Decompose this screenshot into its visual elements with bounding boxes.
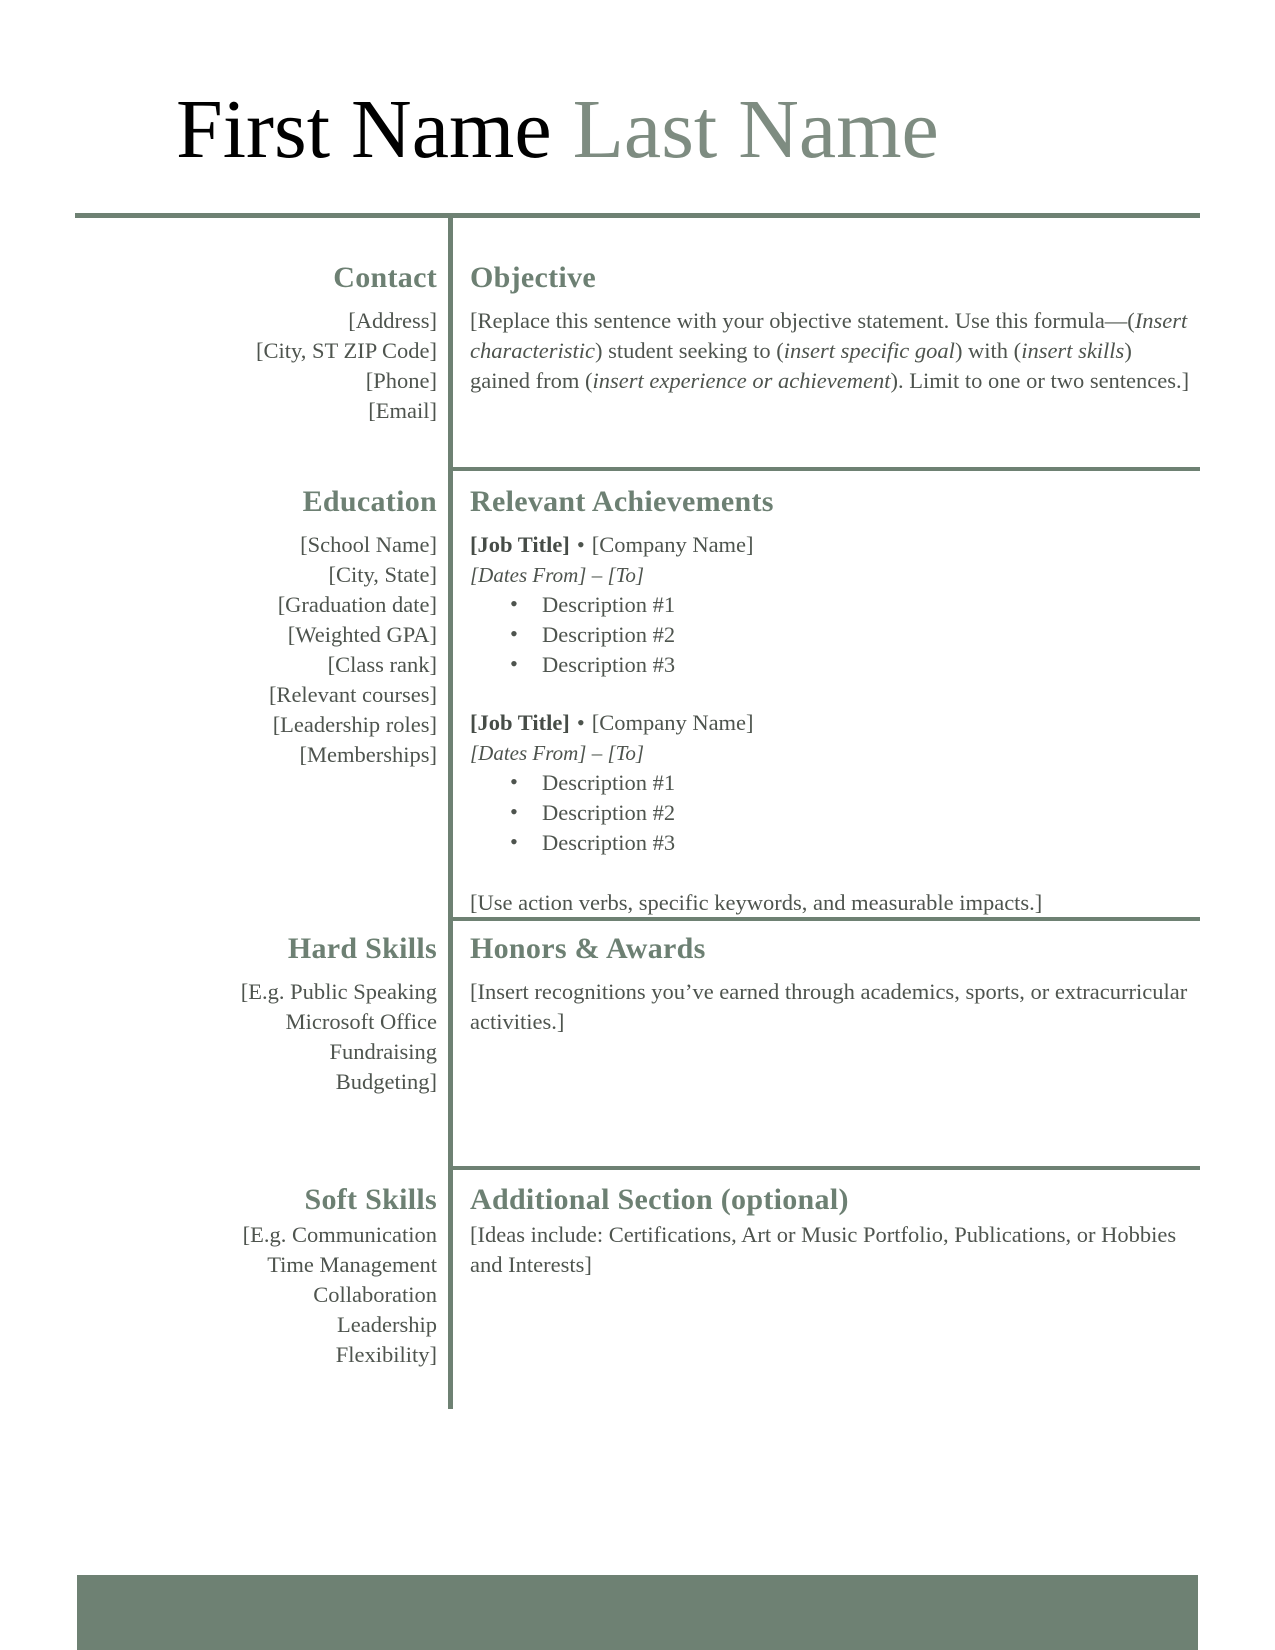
job-bullet-text: Description #2 [542, 800, 676, 825]
section-additional [470, 1180, 1197, 1280]
honors-body: [Insert recognitions you’ve earned through academics, sports, or extracurricular activities.] [470, 979, 1188, 1034]
education-item-gpa: [Weighted GPA] [287, 622, 437, 647]
education-item-city: [City, State] [328, 562, 437, 587]
job-bullet-text: Description #3 [542, 652, 676, 677]
job-bullet [470, 590, 1197, 620]
objective-segment-italic: insert skills [1021, 338, 1125, 363]
honors-heading: Honors & Awards [470, 932, 706, 965]
objective-heading: Objective [470, 261, 596, 294]
contact-item-address: [Address] [348, 308, 437, 333]
job-entry [470, 708, 1197, 858]
achievements-note: [Use action verbs, specific keywords, and measurable impacts.] [470, 890, 1043, 915]
bullet-dot-icon: • [510, 651, 518, 676]
soft-skill-item: Flexibility] [335, 1342, 437, 1367]
bullet-dot-icon: • [510, 769, 518, 794]
section-rule-additional [448, 1166, 1200, 1170]
hard-skill-item: [E.g. Public Speaking [240, 979, 437, 1004]
job-dates: [Dates From] – [To] [470, 563, 645, 587]
contact-item-city: [City, ST ZIP Code] [255, 338, 437, 363]
job-bullet [470, 828, 1197, 858]
education-item-rank: [Class rank] [327, 652, 437, 677]
section-objective [470, 258, 1197, 396]
footer-bar [77, 1575, 1198, 1650]
education-item-graduation: [Graduation date] [277, 592, 437, 617]
objective-segment: ). Limit to one or two sentences.] [890, 368, 1190, 393]
contact-item-email: [Email] [368, 398, 437, 423]
contact-heading: Contact [333, 261, 437, 294]
soft-skill-item: Leadership [337, 1312, 437, 1337]
objective-text [470, 306, 1197, 396]
job-company: [Company Name] [591, 532, 754, 557]
job-title-line [470, 708, 1197, 738]
objective-segment-italic: insert specific goal [783, 338, 955, 363]
hard-skills-heading: Hard Skills [287, 932, 437, 965]
hard-skill-item: Fundraising [329, 1039, 437, 1064]
job-bullet [470, 768, 1197, 798]
header-rule [75, 213, 1200, 218]
job-dates: [Dates From] – [To] [470, 741, 645, 765]
job-bullet-text: Description #1 [542, 592, 676, 617]
soft-skills-heading: Soft Skills [304, 1183, 437, 1216]
bullet-dot-icon: • [510, 591, 518, 616]
section-honors [470, 929, 1197, 1037]
additional-heading: Additional Section (optional) [470, 1183, 849, 1216]
job-title-line [470, 530, 1197, 560]
job-bullet-text: Description #3 [542, 830, 676, 855]
job-title: [Job Title] [470, 710, 570, 735]
job-bullet [470, 798, 1197, 828]
objective-segment: ) with ( [954, 338, 1022, 363]
job-bullet-text: Description #2 [542, 622, 676, 647]
objective-segment: ) gained from ( [470, 338, 1132, 393]
achievements-heading: Relevant Achievements [470, 485, 774, 518]
bullet-dot-icon: • [510, 799, 518, 824]
objective-segment: ) student seeking to ( [594, 338, 784, 363]
hard-skill-item: Microsoft Office [285, 1009, 437, 1034]
job-company: [Company Name] [591, 710, 754, 735]
objective-segment-italic: Insert characteristic [470, 308, 1188, 363]
first-name-text: First Name [176, 83, 552, 176]
education-heading: Education [302, 485, 437, 518]
bullet-dot-icon: • [510, 621, 518, 646]
objective-segment: [Replace this sentence with your objective statement. Use this formula—( [470, 308, 1135, 333]
education-item-memberships: [Memberships] [299, 742, 437, 767]
last-name-text: Last Name [572, 83, 939, 176]
job-bullet [470, 650, 1197, 680]
education-item-courses: [Relevant courses] [268, 682, 437, 707]
bullet-dot-icon: • [510, 829, 518, 854]
column-divider [448, 216, 453, 1409]
soft-skill-item: [E.g. Communication [242, 1222, 437, 1247]
objective-segment-italic: insert experience or achievement [592, 368, 891, 393]
contact-item-phone: [Phone] [365, 368, 437, 393]
section-soft-skills [0, 1180, 437, 1370]
job-title: [Job Title] [470, 532, 570, 557]
education-item-school: [School Name] [300, 532, 437, 557]
soft-skill-item: Time Management [267, 1252, 437, 1277]
section-rule-achievements [448, 467, 1200, 471]
soft-skill-item: Collaboration [313, 1282, 437, 1307]
section-hard-skills [0, 929, 437, 1097]
section-achievements [470, 482, 1197, 918]
job-bullet [470, 620, 1197, 650]
education-item-leadership: [Leadership roles] [272, 712, 437, 737]
section-contact [0, 258, 437, 426]
dot-separator-icon: • [576, 710, 585, 735]
dot-separator-icon: • [576, 532, 585, 557]
additional-body: [Ideas include: Certifications, Art or Music Portfolio, Publications, or Hobbies and Interests] [470, 1222, 1177, 1277]
resume-name [176, 83, 939, 176]
job-entry [470, 530, 1197, 680]
section-education [0, 482, 437, 770]
hard-skill-item: Budgeting] [335, 1069, 437, 1094]
job-bullet-text: Description #1 [542, 770, 676, 795]
